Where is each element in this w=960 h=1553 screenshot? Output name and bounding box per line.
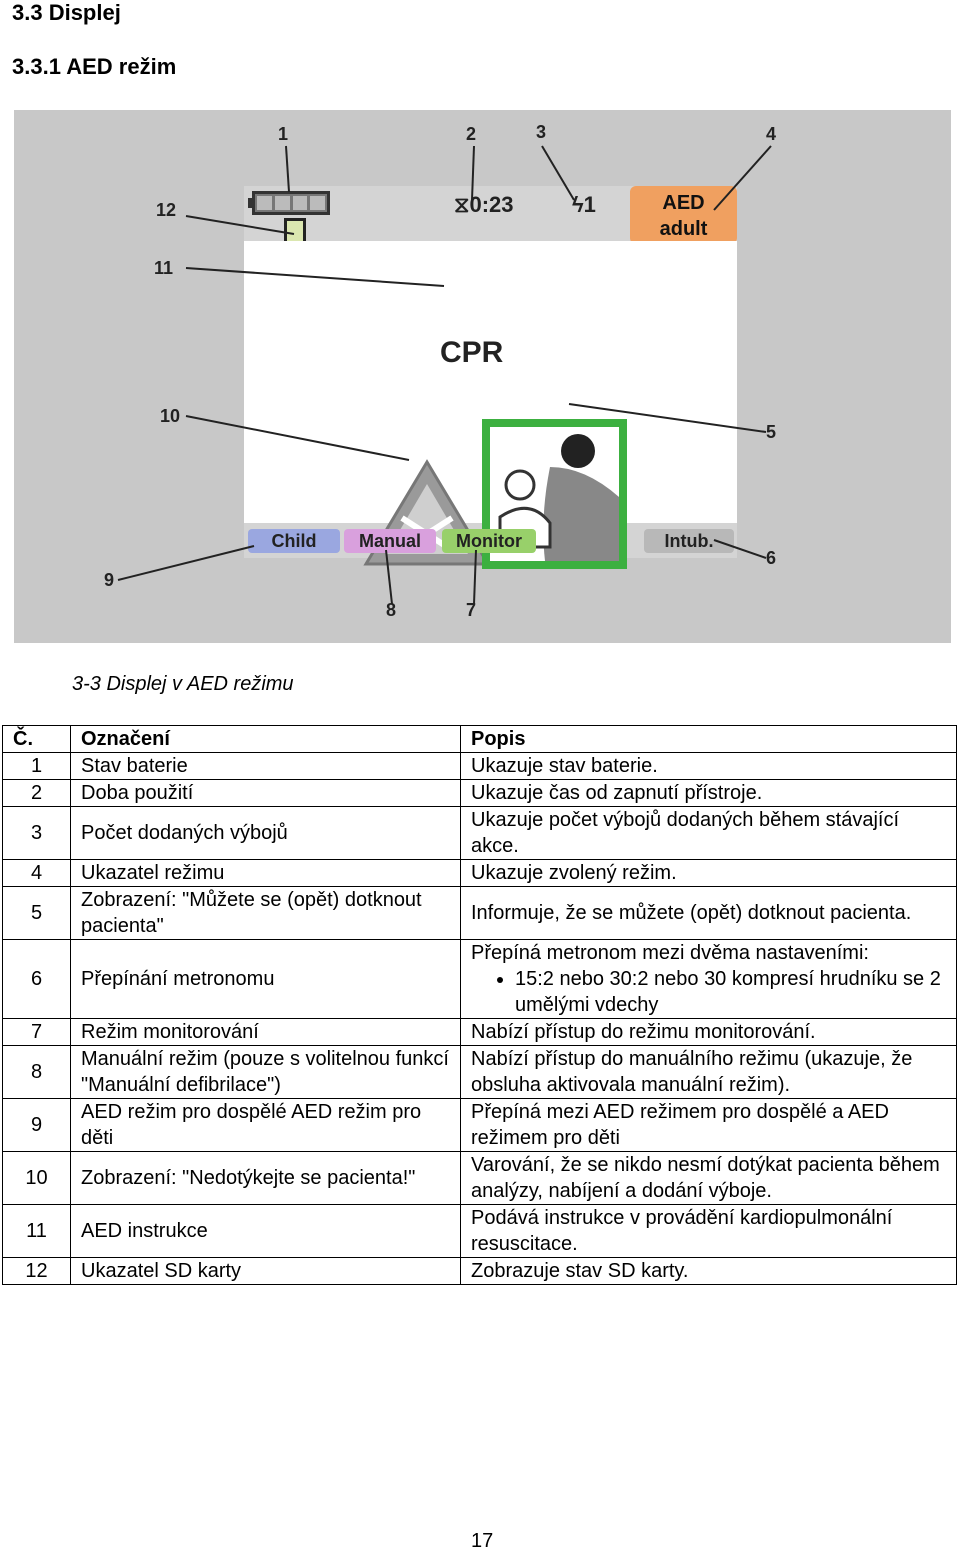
callout-5: 5 bbox=[766, 422, 777, 442]
table-row: 9 AED režim pro dospělé AED režim pro děti Přepíná mezi AED režimem pro dospělé a AED režimem pro děti bbox=[3, 1099, 957, 1152]
table-row: 8 Manuální režim (pouze s volitelnou funkcí "Manuální defibrilace") Nabízí přístup do manuálního režimu (ukazuje, že obsluha aktivovala manuální režim). bbox=[3, 1046, 957, 1099]
callout-11: 11 bbox=[154, 258, 174, 278]
cpr-instruction: CPR bbox=[440, 336, 504, 369]
callout-9: 9 bbox=[104, 570, 115, 590]
table-row: 5 Zobrazení: "Můžete se (opět) dotknout pacienta" Informuje, že se můžete (opět) dotknout pacienta. bbox=[3, 887, 957, 940]
table-row: 3 Počet dodaných výbojů Ukazuje počet výbojů dodaných během stávající akce. bbox=[3, 807, 957, 860]
header-description: Popis bbox=[461, 726, 957, 753]
hourglass-icon: ⧖ bbox=[454, 192, 470, 217]
table-row: 11 AED instrukce Podává instrukce v provádění kardiopulmonální resuscitace. bbox=[3, 1205, 957, 1258]
table-row: 10 Zobrazení: "Nedotýkejte se pacienta!" Varování, že se nikdo nesmí dotýkat pacienta během analýzy, nabíjení a dodání výboje. bbox=[3, 1152, 957, 1205]
lightning-icon: ϟ bbox=[572, 192, 584, 217]
figure-caption: 3-3 Displej v AED režimu bbox=[72, 673, 294, 695]
list-item: • 15:2 nebo 30:2 nebo 30 kompresí hrudníku se 2 umělými vdechy bbox=[515, 966, 946, 1018]
subsection-heading: 3.3.1 AED režim bbox=[12, 54, 177, 79]
callout-8: 8 bbox=[386, 600, 397, 620]
callout-1: 1 bbox=[278, 124, 289, 144]
table-row: 1 Stav baterie Ukazuje stav baterie. bbox=[3, 753, 957, 780]
table-row: 7 Režim monitorování Nabízí přístup do režimu monitorování. bbox=[3, 1019, 957, 1046]
callout-4: 4 bbox=[766, 124, 777, 144]
callout-2: 2 bbox=[466, 124, 477, 144]
table-row: 12 Ukazatel SD karty Zobrazuje stav SD karty. bbox=[3, 1258, 957, 1285]
header-number: Č. bbox=[3, 726, 71, 753]
callout-leader-lines bbox=[14, 110, 951, 643]
table-header-row bbox=[3, 726, 957, 753]
aed-display-figure bbox=[14, 110, 951, 643]
softkey-child[interactable]: Child bbox=[248, 529, 340, 553]
mode-line-2: adult bbox=[659, 218, 708, 240]
usage-timer: ⧖0:23 bbox=[454, 192, 514, 217]
mode-line-1: AED bbox=[662, 192, 705, 214]
shock-counter: ϟ1 bbox=[572, 192, 596, 217]
softkey-manual[interactable]: Manual bbox=[344, 529, 436, 553]
softkey-intub[interactable]: Intub. bbox=[644, 529, 734, 553]
callout-10: 10 bbox=[160, 406, 181, 426]
header-label: Označení bbox=[71, 726, 461, 753]
description-table bbox=[2, 725, 957, 1285]
callout-6: 6 bbox=[766, 548, 777, 568]
page-number: 17 bbox=[471, 1530, 494, 1552]
table-row: 4 Ukazatel režimu Ukazuje zvolený režim. bbox=[3, 860, 957, 887]
softkey-monitor[interactable]: Monitor bbox=[442, 529, 536, 553]
table-row: 2 Doba použití Ukazuje čas od zapnutí přístroje. bbox=[3, 780, 957, 807]
table-row: 6 Přepínání metronomu Přepíná metronom mezi dvěma nastaveními: • 15:2 nebo 30:2 nebo 30 kompresí hrudníku se 2 umělými vdechy bbox=[3, 940, 957, 1019]
callout-7: 7 bbox=[466, 600, 477, 620]
callout-3: 3 bbox=[536, 122, 547, 142]
section-heading: 3.3 Displej bbox=[12, 0, 121, 25]
callout-12: 12 bbox=[156, 200, 177, 220]
